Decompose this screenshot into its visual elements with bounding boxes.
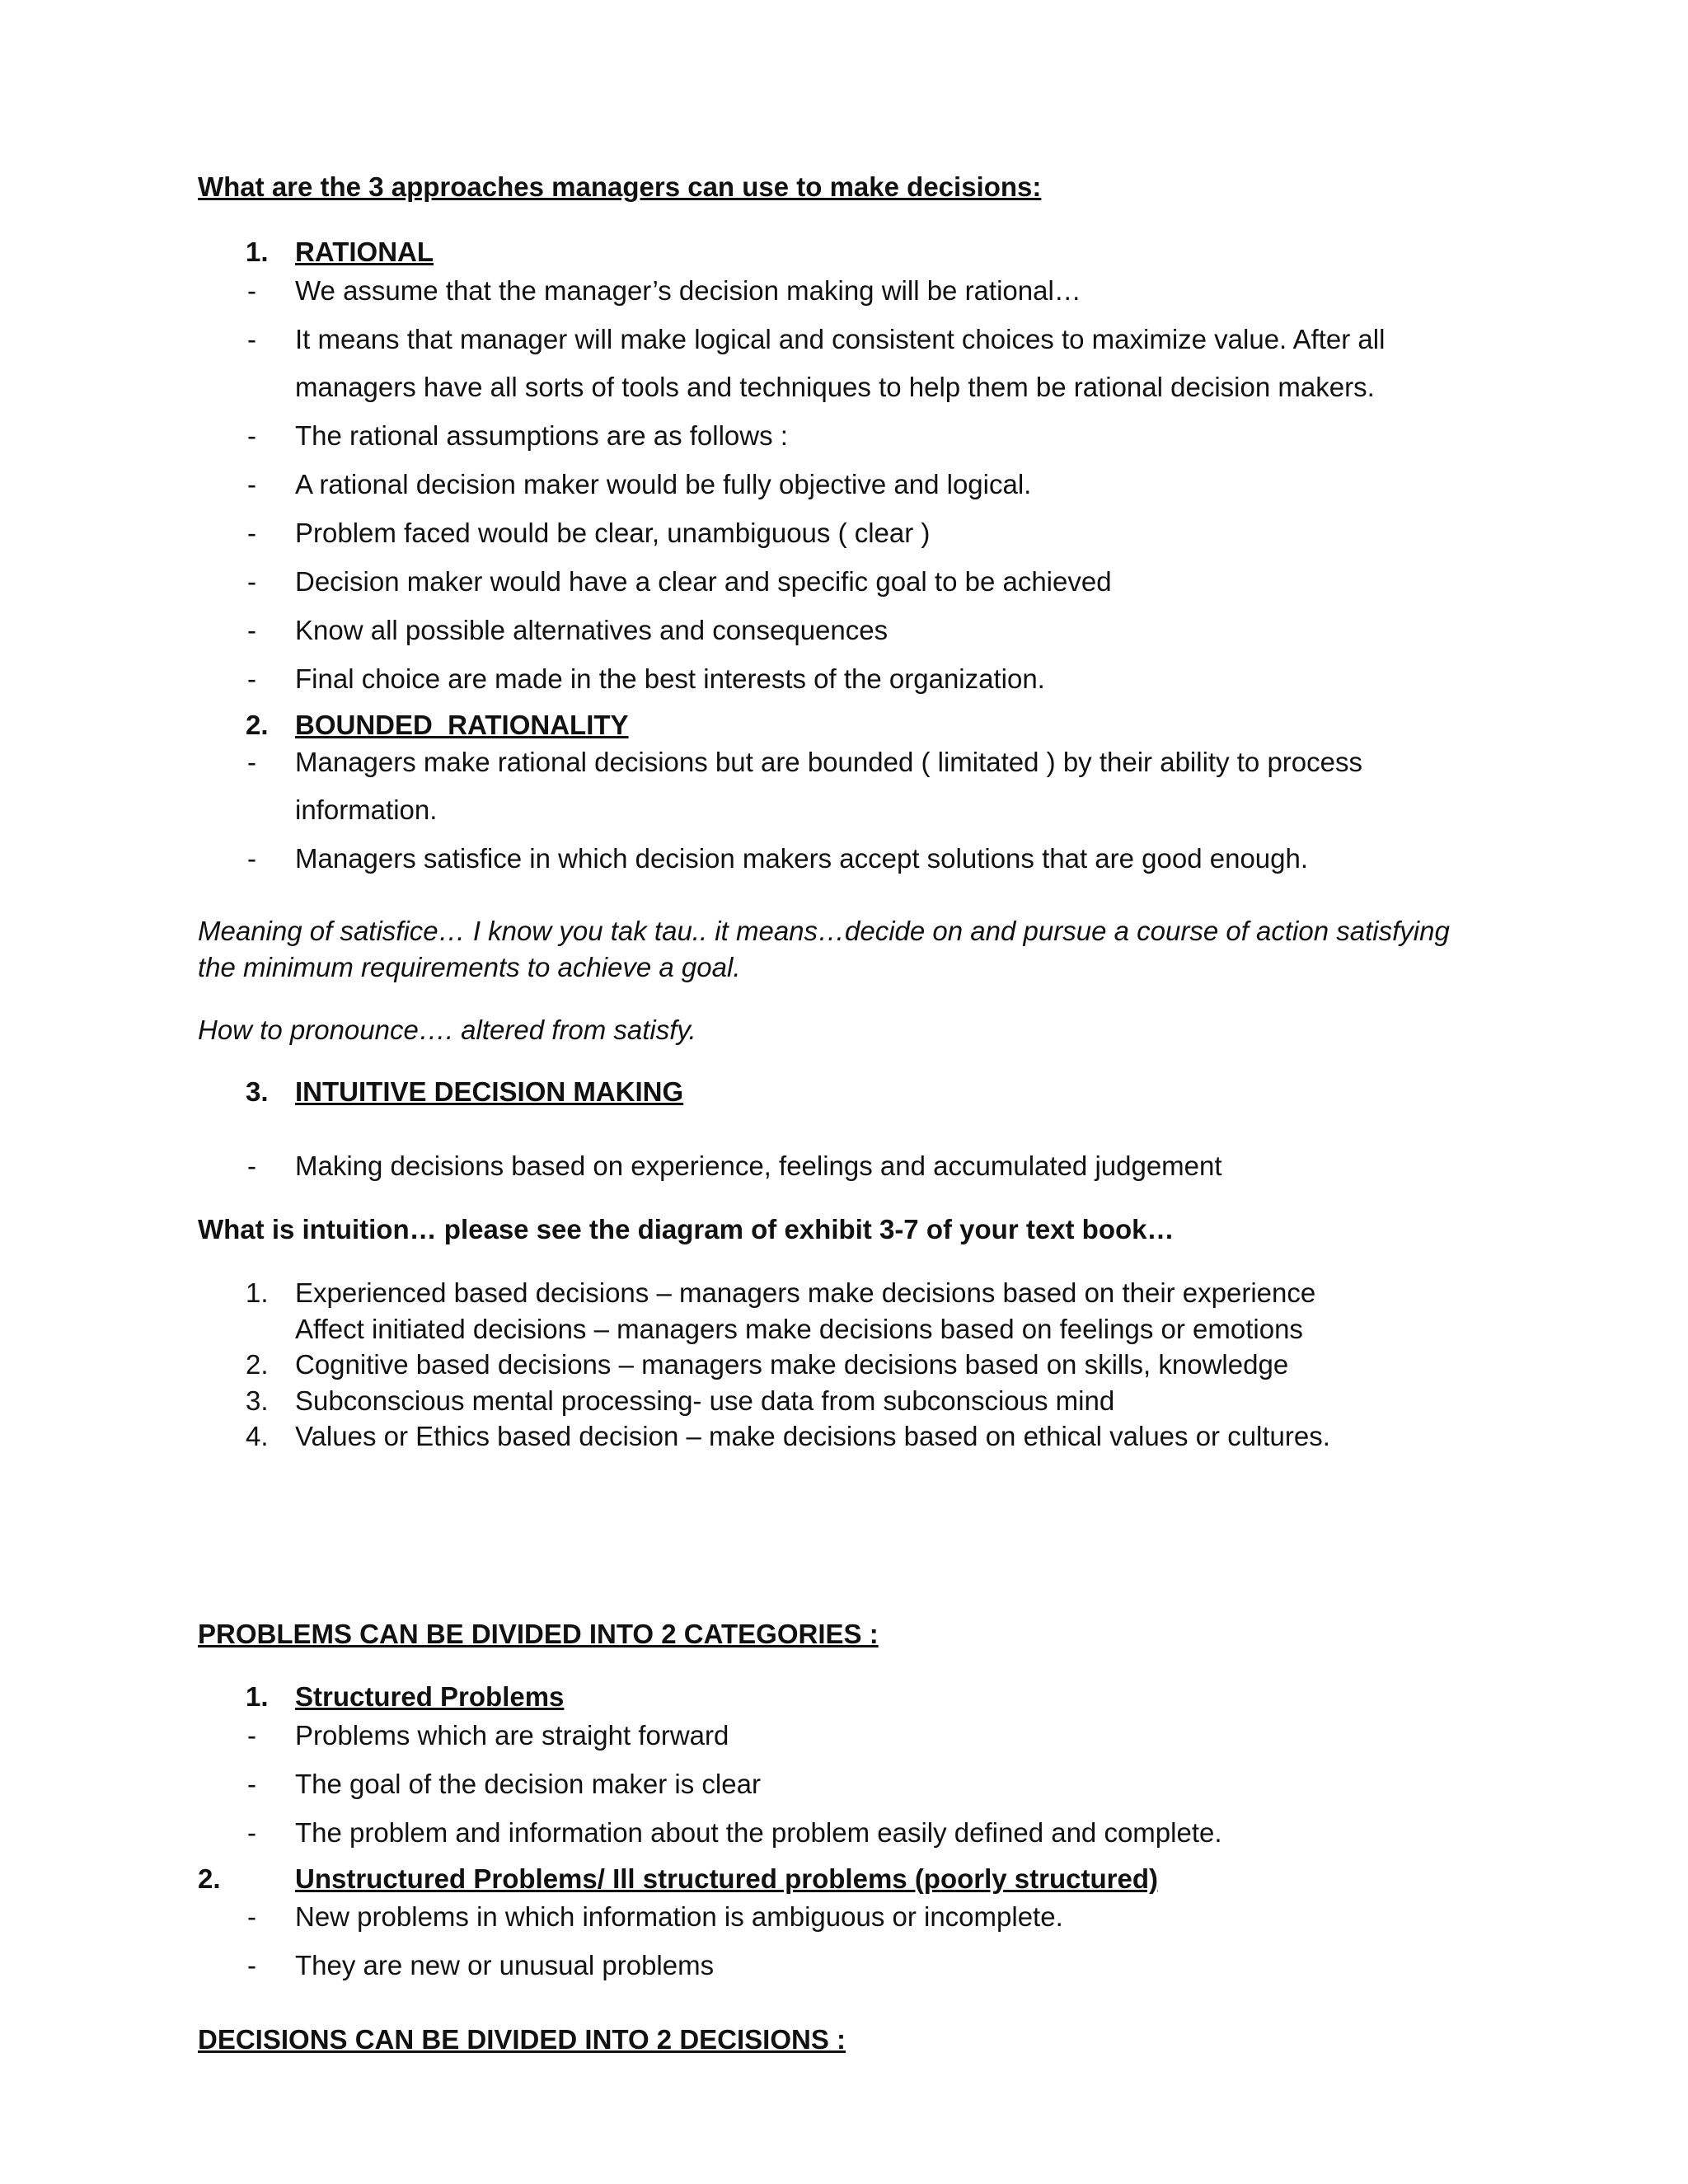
bullet-dash: - bbox=[247, 518, 256, 548]
bullet-dash: - bbox=[247, 1151, 256, 1181]
bullet-text: Problem faced would be clear, unambiguous ( clear ) bbox=[295, 518, 931, 548]
bullet-dash: - bbox=[247, 420, 256, 451]
bullet-dash: - bbox=[247, 1950, 256, 1980]
bullet-text-continued: information. bbox=[295, 794, 438, 825]
pronounce-note: How to pronounce…. altered from satisfy. bbox=[198, 1015, 696, 1045]
subheading-rational: RATIONAL bbox=[295, 237, 434, 267]
bullet-text: The goal of the decision maker is clear bbox=[295, 1769, 761, 1799]
bullet-text: The rational assumptions are as follows : bbox=[295, 420, 788, 451]
list-number: 3. bbox=[246, 1076, 269, 1107]
bullet-dash: - bbox=[247, 843, 256, 874]
bullet-dash: - bbox=[247, 747, 256, 777]
list-number: 1. bbox=[246, 1681, 269, 1712]
bullet-dash: - bbox=[247, 1769, 256, 1799]
bullet-text: The problem and information about the problem easily defined and complete. bbox=[295, 1817, 1222, 1848]
bullet-text: Problems which are straight forward bbox=[295, 1720, 729, 1750]
section-title: What are the 3 approaches managers can use to make decisions: bbox=[198, 171, 1042, 202]
bullet-dash: - bbox=[247, 566, 256, 597]
bullet-dash: - bbox=[247, 469, 256, 499]
satisfice-note: Meaning of satisfice… I know you tak tau.. it means…decide on and pursue a course of action satisfying the minimum requirements to achieve a goal. bbox=[198, 916, 1450, 982]
bullet-text: Decision maker would have a clear and specific goal to be achieved bbox=[295, 566, 1112, 597]
list-number: 1. bbox=[246, 237, 269, 267]
section-title: PROBLEMS CAN BE DIVIDED INTO 2 CATEGORIES : bbox=[198, 1619, 879, 1649]
subheading-structured-problems: Structured Problems bbox=[295, 1681, 565, 1712]
list-number: 2. bbox=[198, 1863, 221, 1894]
list-item: Cognitive based decisions – managers make decisions based on skills, knowledge bbox=[295, 1349, 1289, 1380]
subheading-bounded-rationality: BOUNDED RATIONALITY bbox=[295, 710, 629, 740]
list-number: 1. bbox=[246, 1277, 269, 1308]
bullet-dash: - bbox=[247, 1817, 256, 1848]
bullet-text: Managers make rational decisions but are bounded ( limitated ) by their ability to process bbox=[295, 747, 1362, 777]
bullet-dash: - bbox=[247, 615, 256, 645]
bullet-text: Final choice are made in the best interests of the organization. bbox=[295, 663, 1045, 694]
bullet-text: They are new or unusual problems bbox=[295, 1950, 715, 1980]
bullet-text: We assume that the manager’s decision making will be rational… bbox=[295, 275, 1081, 306]
list-number: 2. bbox=[246, 1349, 269, 1380]
bullet-text: Managers satisfice in which decision makers accept solutions that are good enough. bbox=[295, 843, 1309, 874]
list-item: Values or Ethics based decision – make decisions based on ethical values or cultures. bbox=[295, 1421, 1330, 1451]
list-item: Subconscious mental processing- use data from subconscious mind bbox=[295, 1385, 1115, 1416]
bullet-dash: - bbox=[247, 1901, 256, 1932]
bullet-dash: - bbox=[247, 324, 256, 354]
list-number: 2. bbox=[246, 710, 269, 740]
bullet-text: A rational decision maker would be fully objective and logical. bbox=[295, 469, 1032, 499]
bullet-text: Making decisions based on experience, feelings and accumulated judgement bbox=[295, 1151, 1222, 1181]
subheading-unstructured-problems: Unstructured Problems/ Ill structured problems (poorly structured) bbox=[295, 1863, 1158, 1894]
bullet-text: Know all possible alternatives and consequences bbox=[295, 615, 889, 645]
list-item: Experienced based decisions – managers make decisions based on their experience bbox=[295, 1277, 1316, 1308]
list-number: 3. bbox=[246, 1385, 269, 1416]
bullet-dash: - bbox=[247, 275, 256, 306]
bullet-text: It means that manager will make logical and consistent choices to maximize value. After all bbox=[295, 324, 1386, 354]
list-item: Affect initiated decisions – managers make decisions based on feelings or emotions bbox=[295, 1314, 1303, 1344]
subheading-intuitive: INTUITIVE DECISION MAKING bbox=[295, 1076, 684, 1107]
section-title: DECISIONS CAN BE DIVIDED INTO 2 DECISIONS : bbox=[198, 2024, 846, 2055]
bullet-dash: - bbox=[247, 1720, 256, 1750]
list-number: 4. bbox=[246, 1421, 269, 1451]
intuition-question: What is intuition… please see the diagram of exhibit 3-7 of your text book… bbox=[198, 1214, 1175, 1244]
bullet-text: New problems in which information is ambiguous or incomplete. bbox=[295, 1901, 1063, 1932]
bullet-text-continued: managers have all sorts of tools and techniques to help them be rational decision makers. bbox=[295, 372, 1375, 402]
bullet-dash: - bbox=[247, 663, 256, 694]
